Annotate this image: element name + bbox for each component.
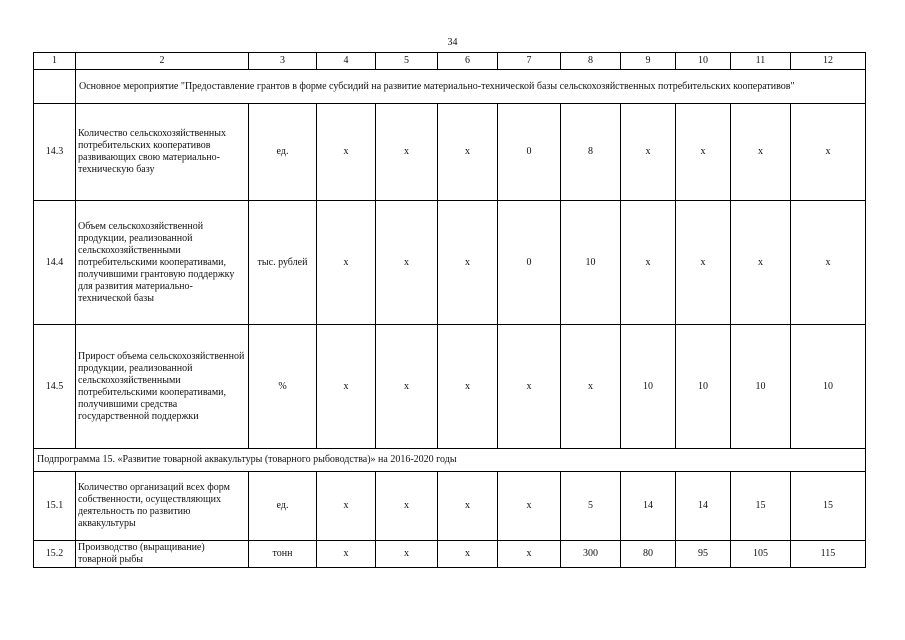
value-cell: х bbox=[317, 104, 376, 201]
row-number: 15.1 bbox=[34, 472, 76, 541]
value-cell: х bbox=[621, 201, 676, 325]
row-number: 14.3 bbox=[34, 104, 76, 201]
value-cell: 8 bbox=[561, 104, 621, 201]
value-cell: 14 bbox=[621, 472, 676, 541]
row-number: 14.4 bbox=[34, 201, 76, 325]
value-cell: 15 bbox=[731, 472, 791, 541]
page-number: 34 bbox=[447, 37, 458, 48]
unit-cell: тонн bbox=[249, 541, 317, 568]
header-cell: 6 bbox=[438, 53, 498, 70]
value-cell: х bbox=[376, 201, 438, 325]
value-cell: х bbox=[438, 201, 498, 325]
header-cell: 1 bbox=[34, 53, 76, 70]
unit-cell: ед. bbox=[249, 104, 317, 201]
value-cell: х bbox=[317, 472, 376, 541]
header-cell: 2 bbox=[76, 53, 249, 70]
empty-cell bbox=[34, 70, 76, 104]
value-cell: х bbox=[438, 104, 498, 201]
table-row bbox=[34, 472, 866, 541]
value-cell: 15 bbox=[791, 472, 866, 541]
value-cell: х bbox=[498, 541, 561, 568]
value-cell: х bbox=[376, 104, 438, 201]
value-cell: х bbox=[317, 325, 376, 449]
table-row bbox=[34, 104, 866, 201]
value-cell: 0 bbox=[498, 104, 561, 201]
header-row bbox=[34, 53, 866, 70]
value-cell: х bbox=[317, 541, 376, 568]
value-cell: х bbox=[376, 325, 438, 449]
value-cell: х bbox=[621, 104, 676, 201]
value-cell: х bbox=[561, 325, 621, 449]
value-cell: х bbox=[498, 325, 561, 449]
unit-cell: ед. bbox=[249, 472, 317, 541]
indicator-name: Количество организаций всех форм собственности, осуществляющих деятельность по развитию аквакультуры bbox=[76, 472, 249, 541]
value-cell: х bbox=[791, 104, 866, 201]
indicator-name: Производство (выращивание) товарной рыбы bbox=[76, 541, 249, 568]
section-title: Основное мероприятие "Предоставление грантов в форме субсидий на развитие материально-технической базы сельскохозяйственных потребительских кооперативов" bbox=[76, 70, 866, 104]
indicator-name: Объем сельскохозяйственной продукции, реализованной сельскохозяйственными потребительскими кооперативами, получившими грантовую поддержку для развития материально-технической базы bbox=[76, 201, 249, 325]
value-cell: х bbox=[731, 104, 791, 201]
value-cell: х bbox=[438, 541, 498, 568]
header-cell: 10 bbox=[676, 53, 731, 70]
value-cell: х bbox=[376, 472, 438, 541]
value-cell: 10 bbox=[676, 325, 731, 449]
indicator-name: Прирост объема сельскохозяйственной продукции, реализованной сельскохозяйственными потребительскими кооперативами, получившими средства государственной поддержки bbox=[76, 325, 249, 449]
value-cell: х bbox=[791, 201, 866, 325]
header-cell: 7 bbox=[498, 53, 561, 70]
value-cell: 10 bbox=[791, 325, 866, 449]
table-row bbox=[34, 325, 866, 449]
header-cell: 9 bbox=[621, 53, 676, 70]
value-cell: 0 bbox=[498, 201, 561, 325]
indicator-name: Количество сельскохозяйственных потребительских кооперативов развивающих свою материально-техническую базу bbox=[76, 104, 249, 201]
value-cell: х bbox=[498, 472, 561, 541]
section-row bbox=[34, 70, 866, 104]
value-cell: 10 bbox=[561, 201, 621, 325]
header-cell: 8 bbox=[561, 53, 621, 70]
value-cell: х bbox=[317, 201, 376, 325]
value-cell: х bbox=[676, 104, 731, 201]
value-cell: 10 bbox=[731, 325, 791, 449]
unit-cell: % bbox=[249, 325, 317, 449]
table-row bbox=[34, 201, 866, 325]
row-number: 15.2 bbox=[34, 541, 76, 568]
header-cell: 4 bbox=[317, 53, 376, 70]
value-cell: х bbox=[731, 201, 791, 325]
value-cell: 105 bbox=[731, 541, 791, 568]
value-cell: 300 bbox=[561, 541, 621, 568]
row-number: 14.5 bbox=[34, 325, 76, 449]
header-cell: 3 bbox=[249, 53, 317, 70]
header-cell: 12 bbox=[791, 53, 866, 70]
unit-cell: тыс. рублей bbox=[249, 201, 317, 325]
value-cell: 80 bbox=[621, 541, 676, 568]
table-row bbox=[34, 541, 866, 568]
header-cell: 11 bbox=[731, 53, 791, 70]
header-cell: 5 bbox=[376, 53, 438, 70]
value-cell: х bbox=[438, 325, 498, 449]
value-cell: 14 bbox=[676, 472, 731, 541]
value-cell: х bbox=[676, 201, 731, 325]
value-cell: 10 bbox=[621, 325, 676, 449]
indicators-table bbox=[33, 52, 866, 568]
subprogram-row bbox=[34, 449, 866, 472]
value-cell: 115 bbox=[791, 541, 866, 568]
value-cell: 5 bbox=[561, 472, 621, 541]
subprogram-title: Подпрограмма 15. «Развитие товарной аквакультуры (товарного рыбоводства)» на 2016-2020 годы bbox=[34, 449, 866, 472]
value-cell: х bbox=[376, 541, 438, 568]
value-cell: х bbox=[438, 472, 498, 541]
value-cell: 95 bbox=[676, 541, 731, 568]
